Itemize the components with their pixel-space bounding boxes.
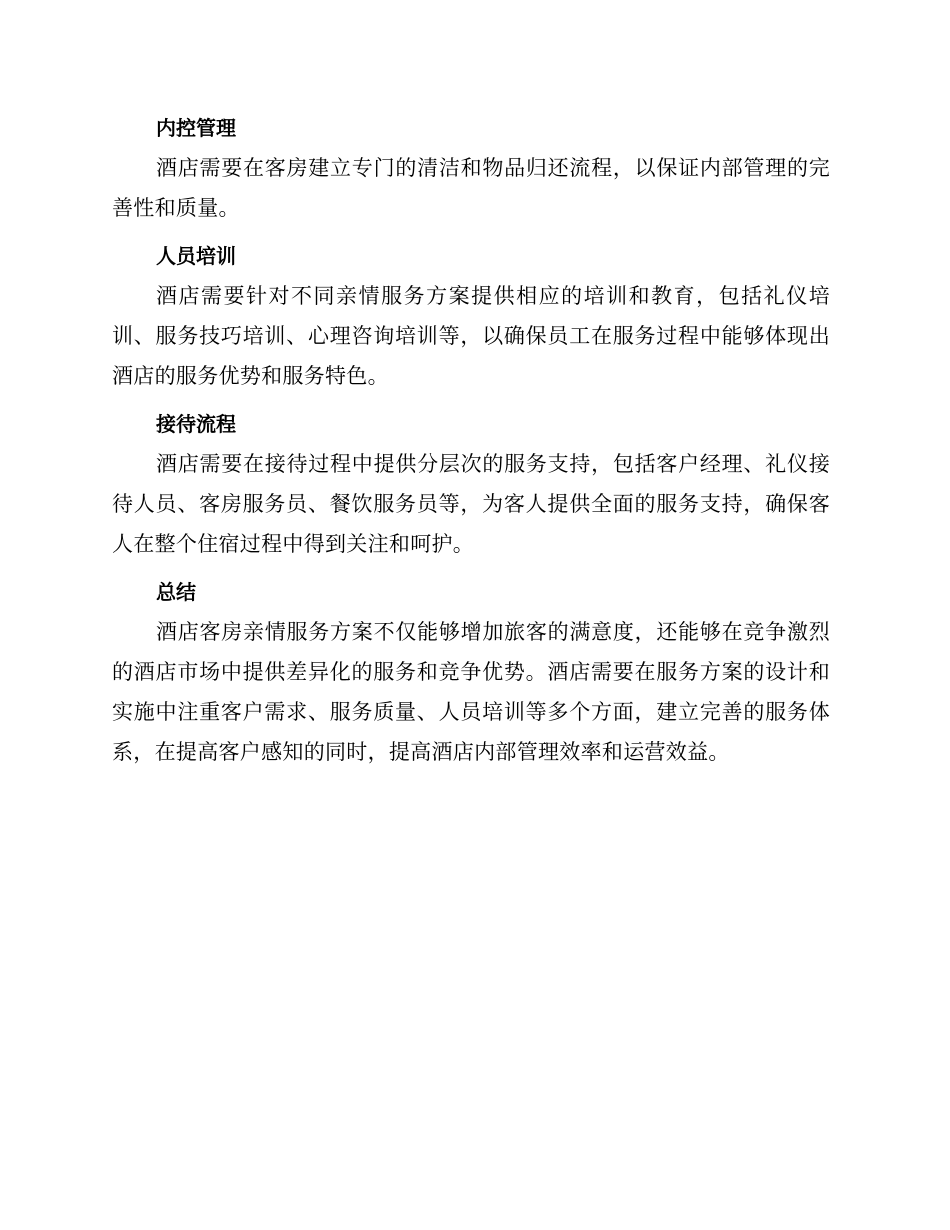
section-reception-process xyxy=(112,404,830,564)
section-staff-training xyxy=(112,236,830,396)
section-spacer xyxy=(112,396,830,404)
section-paragraph: 酒店需要在客房建立专门的清洁和物品归还流程，以保证内部管理的完善性和质量。 xyxy=(112,156,830,220)
section-heading: 内控管理 xyxy=(156,116,236,140)
section-heading: 人员培训 xyxy=(156,244,236,268)
section-spacer xyxy=(112,564,830,572)
section-spacer xyxy=(112,228,830,236)
section-internal-control xyxy=(112,108,830,228)
section-heading: 接待流程 xyxy=(156,412,236,436)
section-heading: 总结 xyxy=(156,580,196,604)
section-paragraph: 酒店需要针对不同亲情服务方案提供相应的培训和教育，包括礼仪培训、服务技巧培训、心理咨询培训等，以确保员工在服务过程中能够体现出酒店的服务优势和服务特色。 xyxy=(112,284,830,388)
section-paragraph: 酒店客房亲情服务方案不仅能够增加旅客的满意度，还能够在竞争激烈的酒店市场中提供差异化的服务和竞争优势。酒店需要在服务方案的设计和实施中注重客户需求、服务质量、人员培训等多个方面，建立完善的服务体系，在提高客户感知的同时，提高酒店内部管理效率和运营效益。 xyxy=(112,620,830,764)
section-paragraph: 酒店需要在接待过程中提供分层次的服务支持，包括客户经理、礼仪接待人员、客房服务员、餐饮服务员等，为客人提供全面的服务支持，确保客人在整个住宿过程中得到关注和呵护。 xyxy=(112,452,830,556)
section-summary xyxy=(112,572,830,772)
document-content xyxy=(112,108,830,772)
